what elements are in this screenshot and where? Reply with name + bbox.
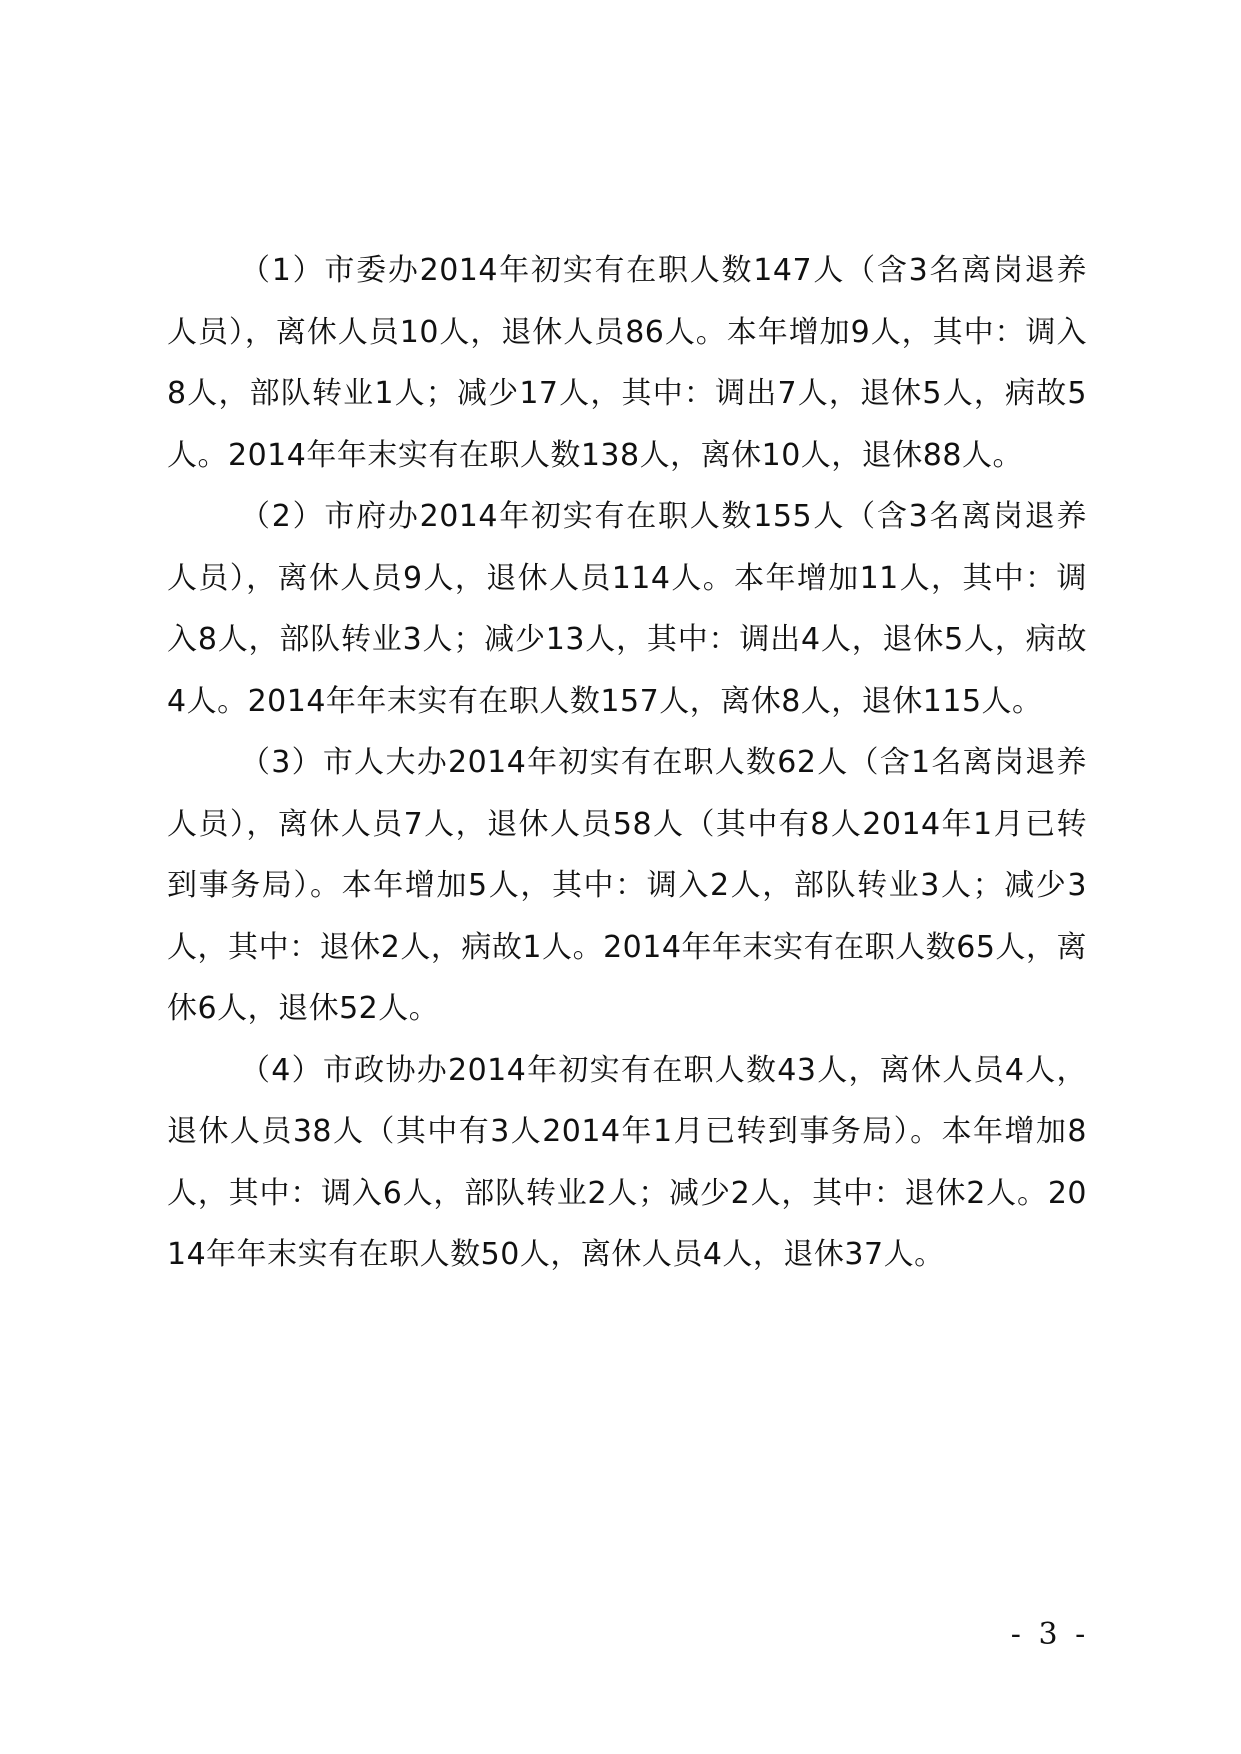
- paragraph-4: （4）市政协办2014年初实有在职人数43人，离休人员4人，退休人员38人（其中有3人2014年1月已转到事务局）。本年增加8人，其中：调入6人，部队转业2人；减少2人，其中：退休2人。2014年年末实有在职人数50人，离休人员4人，退休37人。: [167, 1052, 1087, 1272]
- document-body: [167, 240, 1087, 1286]
- paragraph-2: （2）市府办2014年初实有在职人数155人（含3名离岗退养人员），离休人员9人，退休人员114人。本年增加11人，其中：调入8人，部队转业3人；减少13人，其中：调出4人，退休5人，病故4人。2014年年末实有在职人数157人，离休8人，退休115人。: [167, 499, 1087, 719]
- paragraph-3: （3）市人大办2014年初实有在职人数62人（含1名离岗退养人员），离休人员7人，退休人员58人（其中有8人2014年1月已转到事务局）。本年增加5人，其中：调入2人，部队转业3人；减少3人，其中：退休2人，病故1人。2014年年末实有在职人数65人，离休6人，退休52人。: [167, 745, 1087, 1026]
- paragraph-1: （1）市委办2014年初实有在职人数147人（含3名离岗退养人员），离休人员10人，退休人员86人。本年增加9人，其中：调入8人，部队转业1人；减少17人，其中：调出7人，退休5人，病故5人。2014年年末实有在职人数138人，离休10人，退休88人。: [167, 253, 1087, 473]
- page-number: - 3 -: [1010, 1617, 1090, 1652]
